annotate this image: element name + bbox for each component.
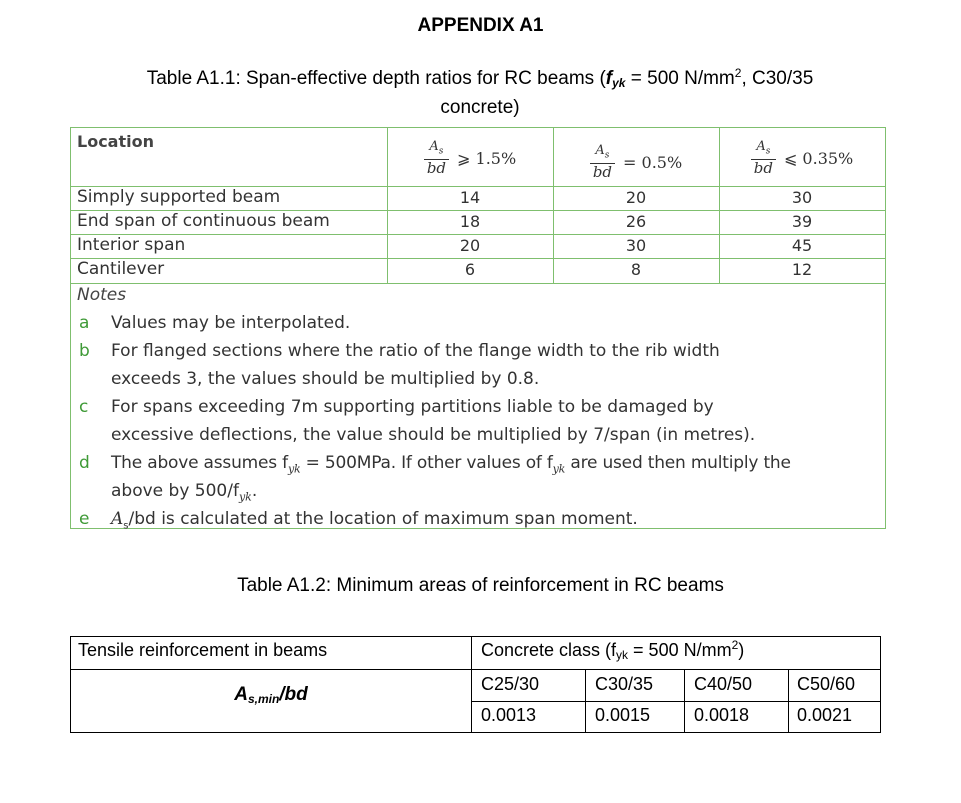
table-cell: 20 [459,236,481,255]
ratio-header-low: $\frac{A_s}{bd}$ ⩽ 0.35% [719,132,885,184]
row-cantilever: Cantilever [77,259,165,279]
table-cell: 6 [464,260,476,279]
min-reinforcement-table [70,636,881,733]
value-c30-35: 0.0015 [595,705,651,725]
table-cell: 14 [459,188,481,207]
table-a1-1-caption: Table A1.1: Span-effective depth ratios for RC beams ($f_{yk} = 500$ $N/mm^2$, C30/35 concrete) [146,66,814,118]
location-header: Location [77,132,154,151]
table-cell: 30 [625,236,647,255]
row-simply-supported: Simply supported beam [77,187,281,207]
table-cell: 12 [791,260,813,279]
table-cell: 30 [791,188,813,207]
row-interior-span: Interior span [77,235,186,255]
ratio-header-mid: $\frac{A_s}{bd}$ = 0.5% [553,136,719,188]
table-cell: 18 [459,212,481,231]
as-min-bd-label: $A_{s,min}/bd$ [234,684,308,706]
value-c40-50: 0.0018 [694,705,750,725]
ratio-header-high: $\frac{A_s}{bd}$ ⩾ 1.5% [387,132,553,184]
row-end-span: End span of continuous beam [77,211,330,231]
table-cell: 45 [791,236,813,255]
class-c50-60: C50/60 [797,674,856,694]
header-concrete-class: Concrete class ($f_{yk} = 500$ $N/mm^2$) [481,638,745,662]
table-cell: 8 [630,260,642,279]
table-a1-2-caption: Table A1.2: Minimum areas of reinforcement in RC beams [237,575,724,596]
value-c25-30: 0.0013 [481,705,537,725]
table-divider [71,258,885,259]
table-divider [71,283,885,284]
table-divider [71,234,885,235]
appendix-title: APPENDIX A1 [417,15,544,36]
table-cell: 20 [625,188,647,207]
notes-title: Notes [77,285,127,305]
table-cell: 39 [791,212,813,231]
span-depth-ratio-table: Location $\frac{A_s}{bd}$ ⩾ 1.5% $\frac{A_s}{bd}$ = 0.5% $\frac{A_s}{bd}$ ⩽ 0.35% Simply supported beam 14 20 30 End span of continuous beam 18 26 39 Interior span 20 30 45 Cantilever 6 8 12 Notes a Values may be interpolated. b For flanged sections where the ratio of the flange width to the rib width exceeds 3, the values should be multiplied by 0.8. c For spans exceeding 7m supporting partitions liable to be damaged by excessive deflections, the value should be multiplied by 7/span (in metres). d The above assumes $f_{yk} = 500MPa$. If other values of $f_{yk}$ are used then multiply the above by $500/f_{yk}$. e $A_s/bd$ is calculated at the location of maximum span moment. [70,127,886,529]
value-c50-60: 0.0021 [797,705,853,725]
header-tensile-reinforcement: Tensile reinforcement in beams [78,640,328,660]
class-c25-30: C25/30 [481,674,540,694]
table-cell: 26 [625,212,647,231]
class-c30-35: C30/35 [595,674,654,694]
class-c40-50: C40/50 [694,674,753,694]
